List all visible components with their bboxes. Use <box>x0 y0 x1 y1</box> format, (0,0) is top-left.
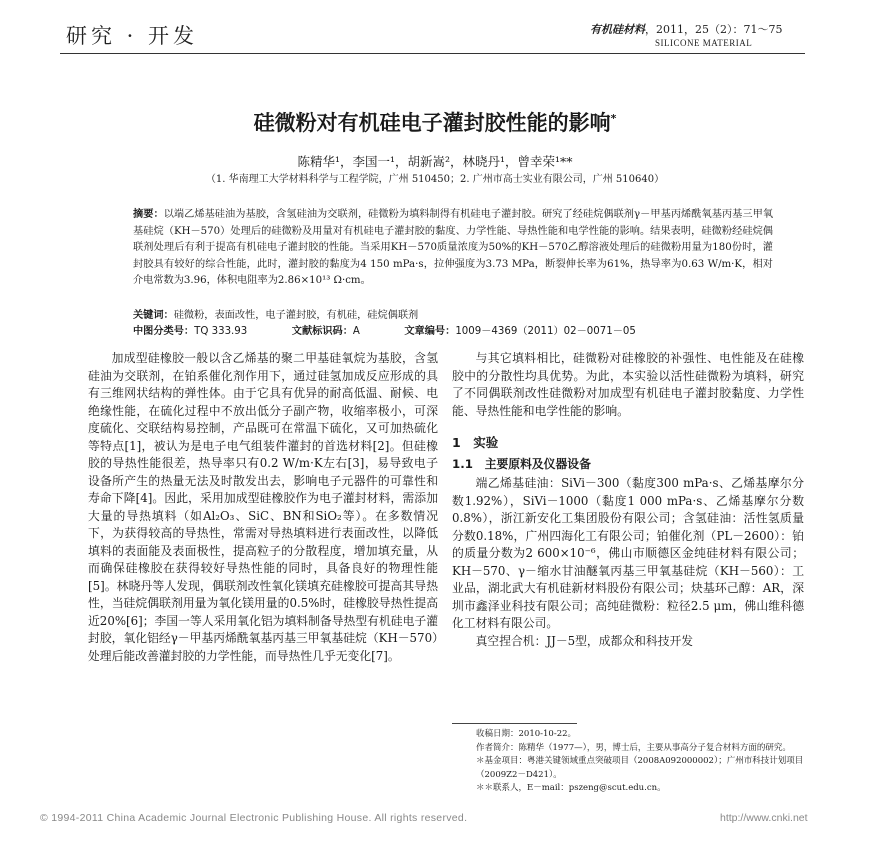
doc-code-value: A <box>352 326 360 337</box>
copyright-footer: © 1994-2011 China Academic Journal Electronic Publishing House. All rights reserved. <box>40 812 468 824</box>
footnote-rule <box>452 723 577 724</box>
footer-url: http://www.cnki.net <box>720 812 808 824</box>
journal-name-en: SILICONE MATERIAL <box>655 38 753 48</box>
paper-title <box>0 107 870 137</box>
footnote-author-bio: 作者简介：陈精华（1977—），男，博士后，主要从事高分子复合材料方面的研究。 <box>476 742 791 753</box>
body-left-column <box>88 350 438 665</box>
section-heading: 1 实验 <box>452 435 499 450</box>
paper-title-text: 硅微粉对有机硅电子灌封胶性能的影响 <box>253 111 611 135</box>
title-footnote-mark: * <box>610 112 617 125</box>
footnotes <box>476 728 806 796</box>
intro-paragraph-cont: 与其它填料相比，硅微粉对硅橡胶的补强性、电性能及在硅橡胶中的分散性均具优势。为此，本实验以活性硅微粉为填料，研究了不同偶联剂改性硅微粉对加成型有机硅电子灌封胶黏度、力学性能、导热性能和电学性能的影响。 <box>452 351 804 418</box>
footnote-contact: ＊＊联系人，E－mail：pszeng@scut.edu.cn。 <box>476 783 666 793</box>
classification-line <box>133 322 773 337</box>
article-no-label: 文章编号： <box>404 326 456 337</box>
body-right-column <box>452 350 804 650</box>
keywords-text: 硅微粉，表面改性，电子灌封胶，有机硅，硅烷偶联剂 <box>173 310 419 321</box>
clc-value: TQ 333.93 <box>194 326 248 337</box>
keywords <box>133 306 773 321</box>
journal-name: 有机硅材料 <box>590 23 645 36</box>
doc-code-label: 文献标识码： <box>291 326 353 337</box>
journal-citation <box>590 22 782 37</box>
intro-paragraph: 加成型硅橡胶一般以含乙烯基的聚二甲基硅氧烷为基胶，含氢硅油为交联剂，在铂系催化剂作用下，通过硅氢加成反应形成的具有三维网状结构的弹性体。由于它具有优异的耐高低温、耐候、电绝缘性能，在硫化过程中不放出低分子副产物，收缩率极小，可深度硫化、交联结构易控制，产品既可在常温下硫化，又可加热硫化等特点[1]，被认为是电子电气组装件灌封的首选材料[2]。但硅橡胶的导热性能很差，热导率只有0.2 W/m·K左右[3]，易导致电子设备所产生的热量无法及时散发出去，影响电子元器件的可靠性和寿命下降[4]。因此，采用加成型硅橡胶作为电子灌封材料，需添加大量的导热填料（如Al₂O₃、SiC、BN和SiO₂等）。在多数情况下，为获得较高的导热性，常需对导热填料进行表面改性，以降低填料的表面能及表面极性，提高粒子的分散程度，增加填充量，从而确保硅橡胶在获得较好导热性能的同时，具备良好的物理性能[5]。林晓丹等人发现，偶联剂改性氧化镁填充硅橡胶可提高其导热性，当硅烷偶联剂用量为氧化镁用量的0.5%时，硅橡胶导热性提高近20%[6]；李国一等人采用氧化铝为填料制备导热型有机硅电子灌封胶，氧化铝经γ－甲基丙烯酰氧基丙基三甲氧基硅烷（KH－570）处理后能改善灌封胶的力学性能，而导热性几乎无变化[7]。 <box>88 351 438 663</box>
footnote-funding: ＊基金项目：粤港关键领域重点突破项目（2008A092000002）；广州市科技计划项目（2009Z2－D421）。 <box>476 756 804 780</box>
header-rule <box>60 53 805 54</box>
abstract-text: 以端乙烯基硅油为基胶，含氢硅油为交联剂，硅微粉为填料制得有机硅电子灌封胶。研究了经硅烷偶联剂γ－甲基丙烯酰氧基丙基三甲氧基硅烷（KH－570）处理后的硅微粉及用量对有机硅电子灌封胶的黏度、力学性能、导热性能和电学性能的影响。结果表明，硅微粉经硅烷偶联剂处理后有利于提高有机硅电子灌封胶的性能。当采用KH－570质量浓度为50%的KH－570乙醇溶液处理后的硅微粉用量为180份时，灌封胶具有较好的综合性能，此时，灌封胶的黏度为4 150 mPa·s，拉伸强度为3.73 MPa，断裂伸长率为61%，热导率为0.63 W/m·K，相对介电常数为3.96，体积电阻率为2.86×10¹³ Ω·cm。 <box>133 209 774 286</box>
keywords-label: 关键词： <box>133 310 174 321</box>
abstract-label: 摘要： <box>133 209 164 220</box>
clc-label: 中图分类号： <box>133 326 195 337</box>
affiliations: （1. 华南理工大学材料科学与工程学院，广州 510450；2. 广州市高士实业有限公司，广州 510640） <box>205 174 665 185</box>
subsection-heading: 1.1 主要原料及仪器设备 <box>452 456 591 471</box>
footnote-received: 收稿日期：2010-10-22。 <box>476 729 577 739</box>
abstract <box>133 207 773 290</box>
citation-info: ，2011，25（2）：71～75 <box>645 23 783 36</box>
author-list: 陈精华¹，李国一¹，胡新嵩²，林晓丹¹，曾幸荣¹** <box>297 154 573 169</box>
article-no-value: 1009－4369（2011）02－0071－05 <box>455 326 636 337</box>
materials-paragraph: 端乙烯基硅油：SiVi－300（黏度300 mPa·s、乙烯基摩尔分数1.92%），SiVi－1000（黏度1 000 mPa·s、乙烯基摩尔分数0.8%），浙江新安化工集团股份有限公司；含氢硅油：活性氢质量分数0.18%，广州四海化工有限公司；铂催化剂（PL－2600）：铂的质量分数为2 600×10⁻⁶，佛山市顺德区金纯硅材料有限公司；KH－570、γ－缩水甘油醚氧丙基三甲氧基硅烷（KH－560）：工业品，湖北武大有机硅新材料股份有限公司；炔基环己醇：AR，深圳市鑫泽业科技有限公司；高纯硅微粉：粒径2.5 μm，佛山维科德化工材料有限公司。 <box>452 476 804 630</box>
equipment-paragraph: 真空捏合机：JJ－5型，成都众和科技开发 <box>475 633 694 648</box>
section-header: 研究 · 开发 <box>66 24 199 48</box>
